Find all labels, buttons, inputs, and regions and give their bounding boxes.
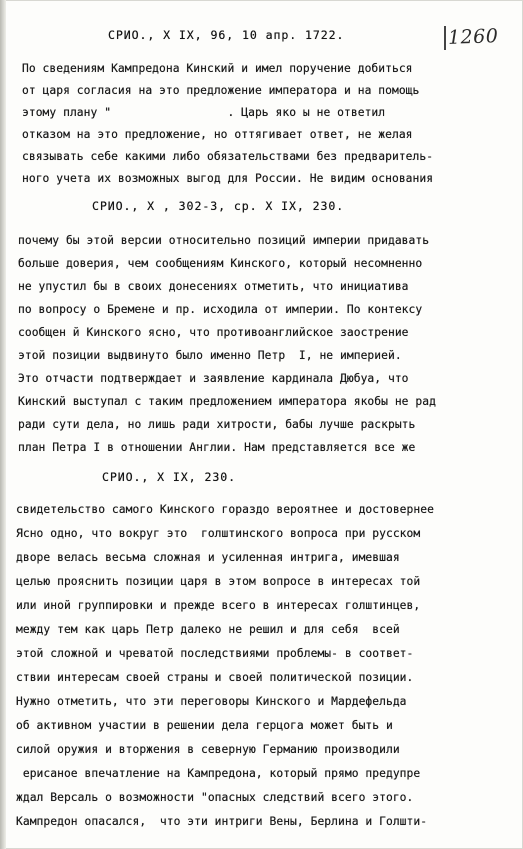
text-line: связывать себе какими либо обязательствами без предваритель- bbox=[22, 150, 434, 163]
text-line: ного учета их возможных выгод для России. Не видим основания bbox=[22, 172, 434, 185]
scan-left-edge bbox=[0, 0, 6, 849]
text-line: ерисаное впечатление на Кампредона, который прямо предупре bbox=[16, 767, 421, 780]
text-line: план Петра I в отношении Англии. Нам представляется все же bbox=[18, 441, 416, 454]
text-line: Кинский выступал с таким предложением императора якобы не рад bbox=[18, 395, 436, 408]
header-reference: СРИО., Х IX, 96, 10 апр. 1722. bbox=[108, 28, 345, 42]
text-line: целью прояснить позиции царя в этом вопросе в интересах той bbox=[16, 575, 421, 588]
text-line: Ясно одно, что вокруг это голштинского вопроса при русском bbox=[16, 527, 421, 540]
text-line: силой оружия и вторжения в северную Германию производили bbox=[16, 743, 400, 756]
text-line: этой позиции выдвинуто было именно Петр I, не империей. bbox=[18, 349, 402, 362]
text-line: ждал Версаль о возможности "опасных следствий всего этого. bbox=[16, 791, 414, 804]
text-line: ствии интересам своей страны и своей политической позиции. bbox=[16, 671, 414, 684]
text-line: отказом на это предложение, но оттягивает ответ, не желая bbox=[22, 128, 413, 141]
text-line: по вопросу о Бремене и пр. исходила от империи. По контексу bbox=[18, 303, 423, 316]
text-line: этой сложной и чреватой последствиями проблемы- в соответ- bbox=[16, 647, 414, 660]
text-line: свидетельство самого Кинского гораздо вероятнее и достовернее bbox=[16, 503, 434, 516]
text-line: между тем как царь Петр далеко не решил и для себя всей bbox=[16, 623, 400, 636]
text-line: ради сути дела, но лишь ради хитрости, бабы лучше раскрыть bbox=[18, 418, 416, 431]
text-line: Это отчасти подтверждает и заявление кардинала Дюбуа, что bbox=[18, 372, 409, 385]
text-line: Кампредон опасался, что эти интриги Вены, Берлина и Голшти- bbox=[16, 815, 428, 828]
text-line: По сведениям Кампредона Кинский и имел поручение добиться bbox=[22, 62, 413, 75]
text-line: больше доверия, чем сообщениям Кинского, который несомненно bbox=[18, 257, 423, 270]
text-line: этому плану " . Царь яко ы не ответил bbox=[22, 106, 386, 119]
text-line: не упустил бы в своих донесениях отметить, что инициатива bbox=[18, 280, 409, 293]
page-number-rule bbox=[444, 26, 446, 50]
reference-line: СРИО., Х , 302-3, ср. Х IX, 230. bbox=[92, 199, 345, 213]
text-line: от царя согласия на это предложение императора и на помощь bbox=[22, 84, 420, 97]
page-number: 1260 bbox=[447, 25, 499, 49]
reference-line: СРИО., Х IX, 230. bbox=[102, 470, 236, 484]
text-line: Нужно отметить, что эти переговоры Кинского и Мардефельда bbox=[16, 695, 407, 708]
text-line: об активном участии в решении дела герцога может быть и bbox=[16, 719, 393, 732]
text-line: почему бы этой версии относительно позиций империи придавать bbox=[18, 234, 430, 247]
text-line: сообщен й Кинского ясно, что противоанглийское заострение bbox=[18, 326, 409, 339]
text-line: или иной группировки и прежде всего в интересах голштинцев, bbox=[16, 599, 421, 612]
text-line: дворе велась весьма сложная и усиленная интрига, имевшая bbox=[16, 551, 400, 564]
